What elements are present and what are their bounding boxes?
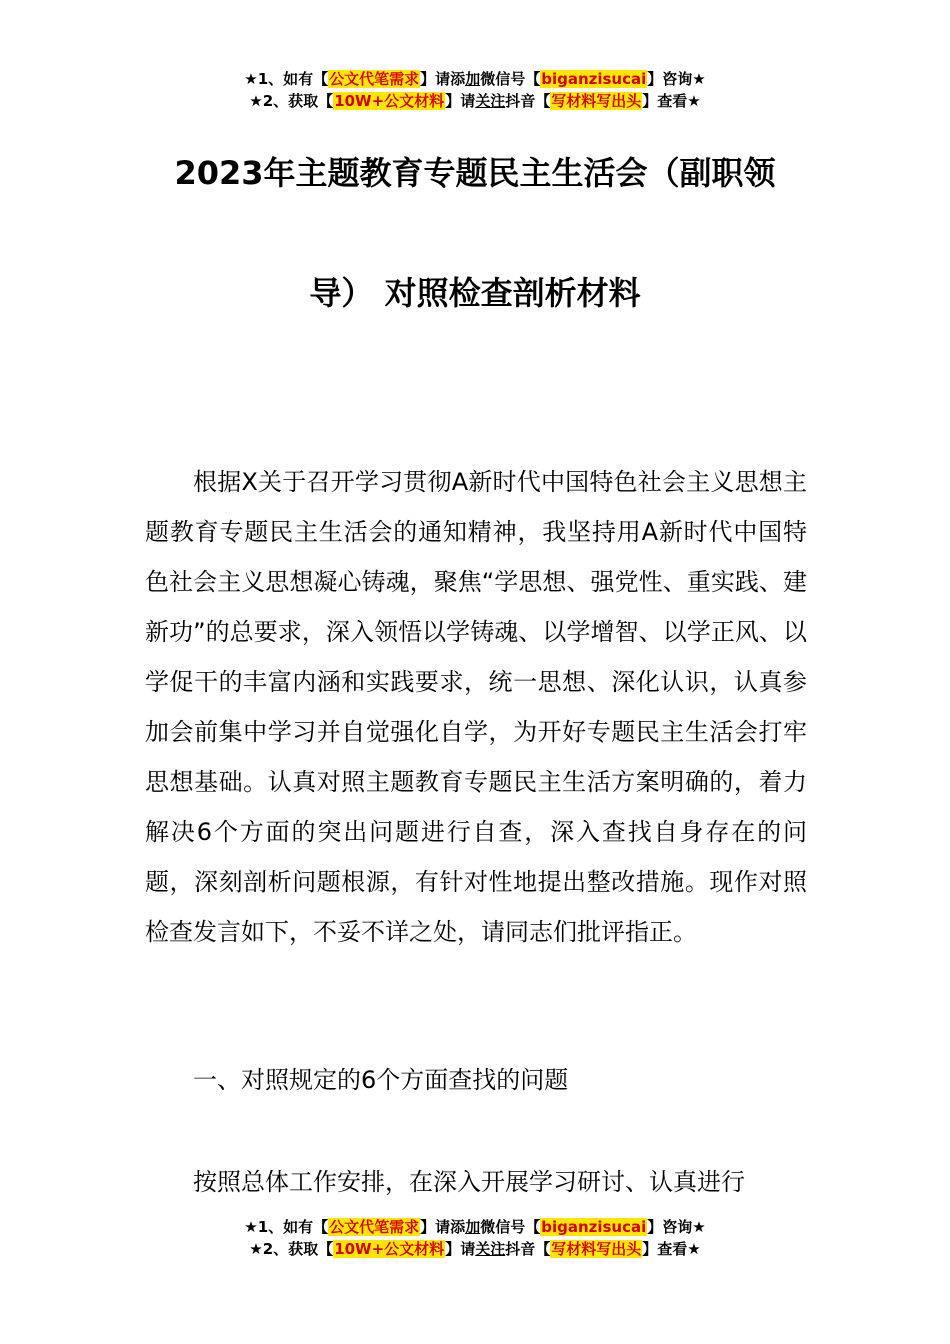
banner-line-2 [0,90,950,112]
banner-text: ★2、获取【 [249,1240,334,1258]
header-banner [0,68,950,112]
banner-highlight: 写材料写出头 [551,92,642,110]
banner-text: 】查看★ [642,1240,701,1258]
banner-text: 微信号【 [480,70,541,88]
footer-banner [0,1216,950,1260]
banner-text: ★2、获取【 [249,92,334,110]
banner-underlined-text: 加 [465,1218,481,1236]
section-heading-1: 一、对照规定的6个方面查找的问题 [193,1066,569,1094]
banner-highlight: 公文代笔需求 [329,1218,420,1236]
banner-text: 】请 [445,92,476,110]
banner-highlight: 写材料写出头 [551,1240,642,1258]
banner-line-1 [0,68,950,90]
body-paragraph-1: 根据X关于召开学习贯彻A新时代中国特色社会主义思想主题教育专题民主生活会的通知精神，我坚持用A新时代中国特色社会主义思想凝心铸魂，聚焦“学思想、强党性、重实践、建新功”的总要求，深入领悟以学铸魂、以学增智、以学正风、以学促干的丰富内涵和实践要求，统一思想、深化认识，认真参加会前集中学习并自觉强化自学，为开好专题民主生活会打牢思想基础。认真对照主题教育专题民主生活方案明确的，着力解决6个方面的突出问题进行自查，深入查找自身存在的问题，深刻剖析问题根源，有针对性地提出整改措施。现作对照检查发言如下，不妥不详之处，请同志们批评指正。 [145,468,807,946]
banner-highlight: biganzisucai [541,70,647,88]
banner-highlight: biganzisucai [541,1218,647,1236]
document-title-line-2: 导） 对照检查剖析材料 [309,274,641,312]
banner-highlight: 10W+公文材料 [334,92,445,110]
banner-text: 】咨询★ [647,1218,706,1236]
banner-line-2 [0,1238,950,1260]
banner-text: 抖音【 [505,1240,551,1258]
banner-text: 】查看★ [642,92,701,110]
banner-highlight: 公文代笔需求 [329,70,420,88]
document-title-line-1: 2023年主题教育专题民主生活会（副职领 [174,154,776,192]
banner-text: ★1、如有【 [244,1218,329,1236]
banner-text: 抖音【 [505,92,551,110]
banner-text: 】请添 [420,70,466,88]
banner-underlined-text: 关注 [475,1240,506,1258]
body-paragraph-2: 按照总体工作安排，在深入开展学习研讨、认真进行 [193,1168,745,1196]
banner-text: 】咨询★ [647,70,706,88]
banner-underlined-text: 加 [465,70,481,88]
banner-text: 】请 [445,1240,476,1258]
banner-text: 微信号【 [480,1218,541,1236]
banner-text: 】请添 [420,1218,466,1236]
banner-highlight: 10W+公文材料 [334,1240,445,1258]
banner-line-1 [0,1216,950,1238]
banner-text: ★1、如有【 [244,70,329,88]
banner-underlined-text: 关注 [475,92,506,110]
